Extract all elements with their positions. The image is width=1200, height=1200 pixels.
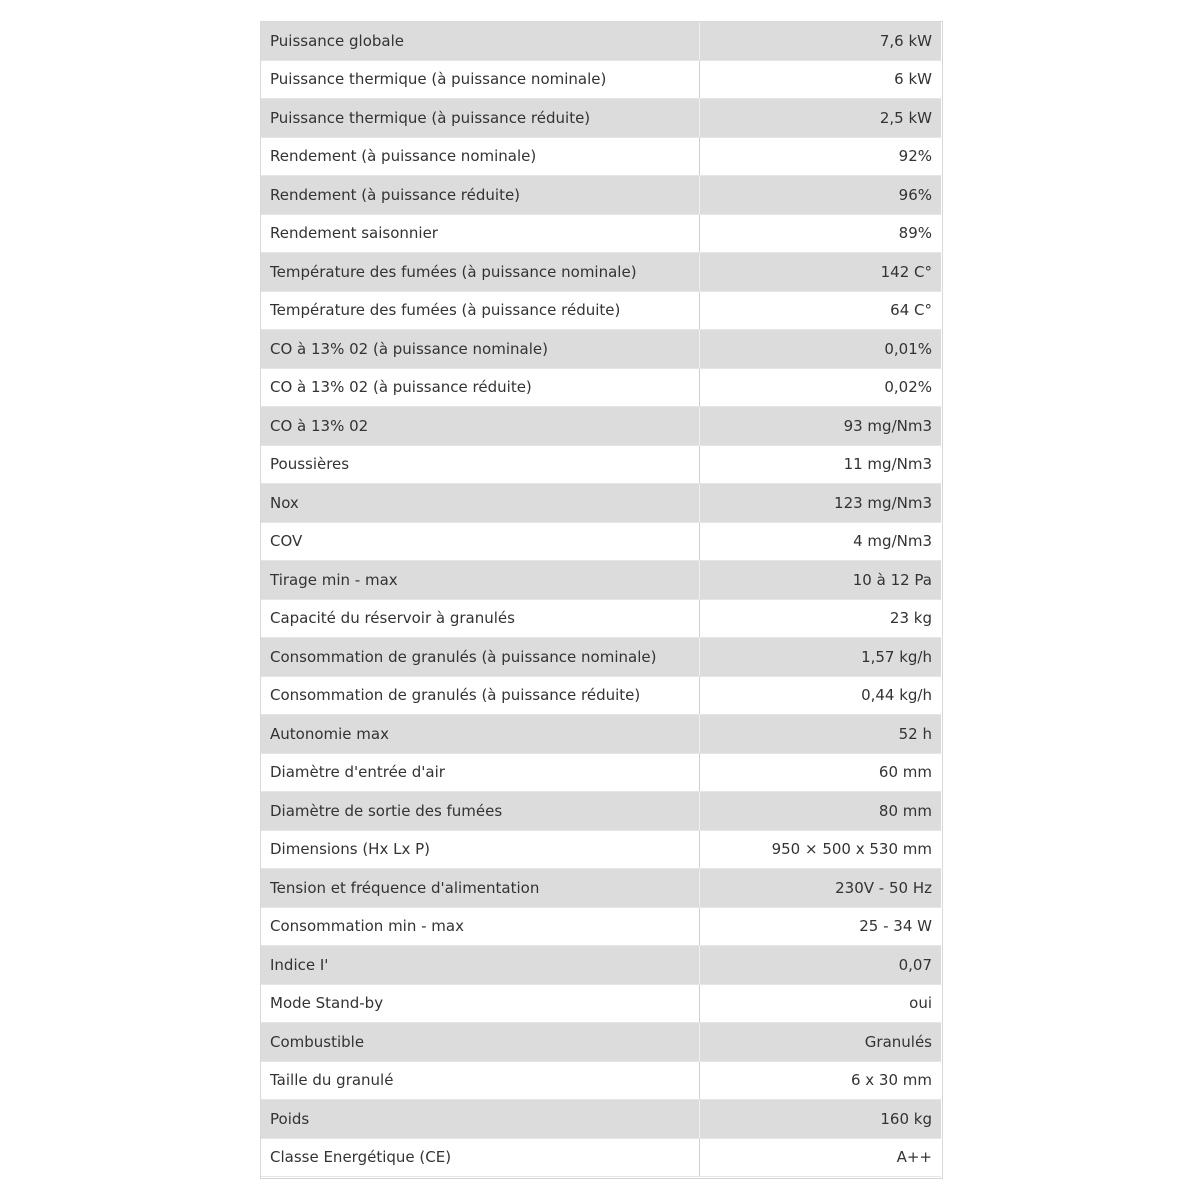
spec-value: 1,57 kg/h (700, 638, 942, 677)
spec-value: 10 à 12 Pa (700, 561, 942, 600)
spec-value: 160 kg (700, 1100, 942, 1139)
spec-row (261, 176, 941, 215)
spec-label: Tirage min - max (261, 561, 700, 600)
spec-row (261, 1138, 941, 1177)
spec-value: oui (700, 984, 942, 1023)
spec-label: Mode Stand-by (261, 984, 700, 1023)
spec-row (261, 676, 941, 715)
spec-label: CO à 13% 02 (261, 407, 700, 446)
spec-row (261, 792, 941, 831)
spec-row (261, 522, 941, 561)
spec-label: Température des fumées (à puissance nominale) (261, 253, 700, 292)
spec-row (261, 137, 941, 176)
spec-row (261, 253, 941, 292)
spec-label: Diamètre de sortie des fumées (261, 792, 700, 831)
spec-row (261, 99, 941, 138)
spec-value: Granulés (700, 1023, 942, 1062)
spec-value: 6 x 30 mm (700, 1061, 942, 1100)
spec-label: Consommation min - max (261, 907, 700, 946)
spec-value: 2,5 kW (700, 99, 942, 138)
spec-label: CO à 13% 02 (à puissance nominale) (261, 330, 700, 369)
spec-row (261, 561, 941, 600)
spec-row (261, 22, 941, 60)
spec-label: Poussières (261, 445, 700, 484)
spec-value: 25 - 34 W (700, 907, 942, 946)
spec-row (261, 753, 941, 792)
spec-label: Taille du granulé (261, 1061, 700, 1100)
spec-value: 23 kg (700, 599, 942, 638)
spec-row (261, 291, 941, 330)
spec-label: COV (261, 522, 700, 561)
spec-value: 4 mg/Nm3 (700, 522, 942, 561)
spec-value: 7,6 kW (700, 22, 942, 60)
spec-label: CO à 13% 02 (à puissance réduite) (261, 368, 700, 407)
spec-row (261, 1100, 941, 1139)
spec-label: Combustible (261, 1023, 700, 1062)
specifications-table (261, 22, 941, 1177)
spec-row (261, 330, 941, 369)
spec-label: Consommation de granulés (à puissance réduite) (261, 676, 700, 715)
spec-label: Tension et fréquence d'alimentation (261, 869, 700, 908)
spec-label: Nox (261, 484, 700, 523)
spec-value: 93 mg/Nm3 (700, 407, 942, 446)
spec-row (261, 830, 941, 869)
spec-value: 6 kW (700, 60, 942, 99)
spec-value: 60 mm (700, 753, 942, 792)
spec-label: Dimensions (Hx Lx P) (261, 830, 700, 869)
spec-value: 92% (700, 137, 942, 176)
spec-label: Puissance thermique (à puissance nominale) (261, 60, 700, 99)
spec-value: 11 mg/Nm3 (700, 445, 942, 484)
spec-row (261, 946, 941, 985)
spec-row (261, 984, 941, 1023)
spec-row (261, 214, 941, 253)
spec-label: Consommation de granulés (à puissance nominale) (261, 638, 700, 677)
spec-value: 950 × 500 x 530 mm (700, 830, 942, 869)
spec-value: 123 mg/Nm3 (700, 484, 942, 523)
spec-value: 89% (700, 214, 942, 253)
spec-row (261, 599, 941, 638)
spec-row (261, 407, 941, 446)
spec-row (261, 638, 941, 677)
spec-row (261, 60, 941, 99)
spec-label: Température des fumées (à puissance réduite) (261, 291, 700, 330)
spec-value: 52 h (700, 715, 942, 754)
spec-value: 142 C° (700, 253, 942, 292)
spec-value: 0,44 kg/h (700, 676, 942, 715)
spec-row (261, 1061, 941, 1100)
spec-value: 0,07 (700, 946, 942, 985)
spec-value: 230V - 50 Hz (700, 869, 942, 908)
spec-label: Classe Energétique (CE) (261, 1138, 700, 1177)
spec-row (261, 1023, 941, 1062)
spec-value: 64 C° (700, 291, 942, 330)
spec-label: Capacité du réservoir à granulés (261, 599, 700, 638)
spec-label: Rendement (à puissance réduite) (261, 176, 700, 215)
spec-label: Poids (261, 1100, 700, 1139)
spec-row (261, 715, 941, 754)
spec-row (261, 484, 941, 523)
spec-value: A++ (700, 1138, 942, 1177)
spec-label: Rendement saisonnier (261, 214, 700, 253)
spec-label: Diamètre d'entrée d'air (261, 753, 700, 792)
spec-label: Puissance globale (261, 22, 700, 60)
spec-value: 0,02% (700, 368, 942, 407)
spec-label: Rendement (à puissance nominale) (261, 137, 700, 176)
spec-row (261, 907, 941, 946)
spec-label: Autonomie max (261, 715, 700, 754)
spec-row (261, 368, 941, 407)
spec-value: 96% (700, 176, 942, 215)
spec-row (261, 445, 941, 484)
spec-label: Puissance thermique (à puissance réduite) (261, 99, 700, 138)
spec-label: Indice I' (261, 946, 700, 985)
spec-value: 0,01% (700, 330, 942, 369)
spec-row (261, 869, 941, 908)
specifications-body (261, 22, 941, 1177)
spec-value: 80 mm (700, 792, 942, 831)
